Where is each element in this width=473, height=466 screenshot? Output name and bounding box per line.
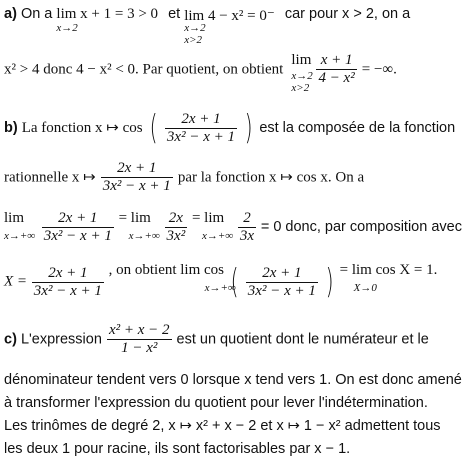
limit-4-frac: [42, 210, 114, 245]
para-a-et: et: [168, 6, 181, 22]
frac-2-num: 2x + 1: [117, 160, 157, 176]
limit-7-word: , on obtient lim cos: [108, 262, 225, 278]
frac-4-den: 3x² − x + 1: [33, 282, 102, 299]
para-a-marker: a): [4, 6, 17, 22]
frac-2-den: 3x² − x + 1: [102, 178, 171, 194]
limit-5: [118, 210, 160, 242]
limit-5-sub: x→+∞: [128, 230, 160, 242]
para-c-marker: c): [4, 331, 17, 348]
frac-5-num: 2x + 1: [262, 264, 302, 281]
para-c-l2: dénominateur tendent vers 0 lorsque x tend vers 1. On est donc amené: [4, 372, 462, 388]
frac-1-den: 3x² − x + 1: [166, 128, 235, 145]
limit-2-expr: lim 4 − x² = 0⁻: [184, 8, 275, 24]
para-b-frac-5: [246, 265, 318, 300]
limit-4-word: lim: [4, 210, 25, 226]
limit-6-den: 3x: [239, 228, 255, 244]
left-paren: (: [149, 108, 158, 148]
para-b-l3-end: = 0 donc, par composition avec: [260, 218, 462, 235]
para-c-l4: Les trinômes de degré 2, x ↦ x² + x − 2 et x ↦ 1 − x² admettent tous: [4, 418, 441, 434]
para-c-l3: à transformer l'expression du quotient pour lever l'indétermination.: [4, 395, 428, 411]
limit-5-den: 3x²: [166, 228, 186, 244]
limit-3: [291, 52, 313, 94]
limit-8-sub: X→0: [353, 282, 377, 294]
limit-8: [339, 262, 438, 294]
para-b-X: X =: [4, 273, 28, 290]
para-b-l1b: est la composée de la fonction: [259, 119, 456, 136]
frac-1-num: 2x + 1: [181, 110, 221, 127]
para-b-line-3: [4, 210, 462, 245]
para-c-line-5: [4, 441, 350, 457]
limit-8-word: = lim cos X = 1.: [339, 262, 438, 278]
limit-3-sub: x→2: [291, 70, 313, 82]
limit-6-word: = lim: [191, 210, 225, 226]
limit-3-fraction: [316, 52, 356, 87]
para-c-frac: [107, 322, 172, 357]
para-b-frac-1: [165, 111, 237, 146]
right-paren: ): [244, 108, 253, 148]
limit-3-den: 4 − x²: [318, 70, 355, 86]
para-a-l2: x² > 4 donc 4 − x² < 0. Par quotient, on obtient: [4, 61, 284, 78]
limit-7: [108, 262, 236, 294]
right-paren-2: ): [325, 262, 334, 302]
para-b-frac-2: [101, 160, 173, 195]
para-b-l1a: La fonction x ↦ cos: [21, 119, 143, 136]
limit-4: [4, 210, 36, 242]
para-b-line-2: [4, 160, 364, 195]
limit-4-sub: x→+∞: [4, 230, 36, 242]
limit-4-num: 2x + 1: [58, 210, 98, 226]
para-b-line-4: [4, 262, 437, 302]
para-b-l2b: par la fonction x ↦ cos x. On a: [177, 169, 365, 186]
para-a-line-2: [4, 52, 397, 94]
limit-7-sub: x→+∞: [204, 282, 236, 294]
limit-3-word: lim: [291, 52, 312, 68]
limit-6: [191, 210, 234, 242]
para-c-frac-num: x² + x − 2: [108, 322, 170, 338]
limit-1-expr: lim x + 1 = 3 > 0: [56, 6, 159, 22]
frac-4-num: 2x + 1: [48, 264, 88, 281]
limit-2-sub2: x>2: [184, 34, 203, 46]
limit-5-word: = lim: [118, 210, 151, 226]
limit-5-frac: [165, 210, 188, 245]
limit-3-result: = −∞.: [361, 61, 397, 78]
para-a-line-1: [4, 6, 411, 46]
limit-2: [184, 6, 275, 46]
para-c-line-1: [4, 322, 429, 357]
para-c-l5: les deux 1 pour racine, ils sont factorisables par x − 1.: [4, 441, 351, 457]
left-paren-2: (: [230, 262, 239, 302]
para-c-l1b: est un quotient dont le numérateur et le: [176, 331, 429, 348]
para-b-l2a: rationnelle x ↦: [4, 169, 96, 186]
para-a-on-a: On a: [20, 6, 53, 22]
limit-6-frac: [238, 210, 256, 245]
limit-3-sub2: x>2: [291, 82, 310, 94]
limit-1-sub: x→2: [56, 22, 78, 34]
para-a-car: car pour x > 2, on a: [284, 6, 411, 22]
para-c-line-4: [4, 418, 441, 434]
para-c-line-3: [4, 395, 428, 411]
limit-4-den: 3x² − x + 1: [43, 228, 112, 244]
limit-2-sub: x→2: [184, 22, 206, 34]
limit-3-num: x + 1: [320, 52, 353, 68]
para-b-frac-4: [32, 265, 104, 300]
para-b-line-1: [4, 108, 455, 148]
para-c-l1a: L'expression: [20, 331, 102, 348]
para-b-marker: b): [4, 119, 18, 136]
limit-6-sub: x→+∞: [201, 230, 234, 242]
limit-5-num: 2x: [168, 210, 183, 226]
limit-6-num: 2: [243, 210, 251, 226]
para-c-frac-den: 1 − x²: [107, 339, 172, 357]
para-c-line-2: [4, 372, 462, 388]
frac-5-den: 3x² − x + 1: [247, 282, 316, 299]
limit-1: [56, 6, 159, 34]
